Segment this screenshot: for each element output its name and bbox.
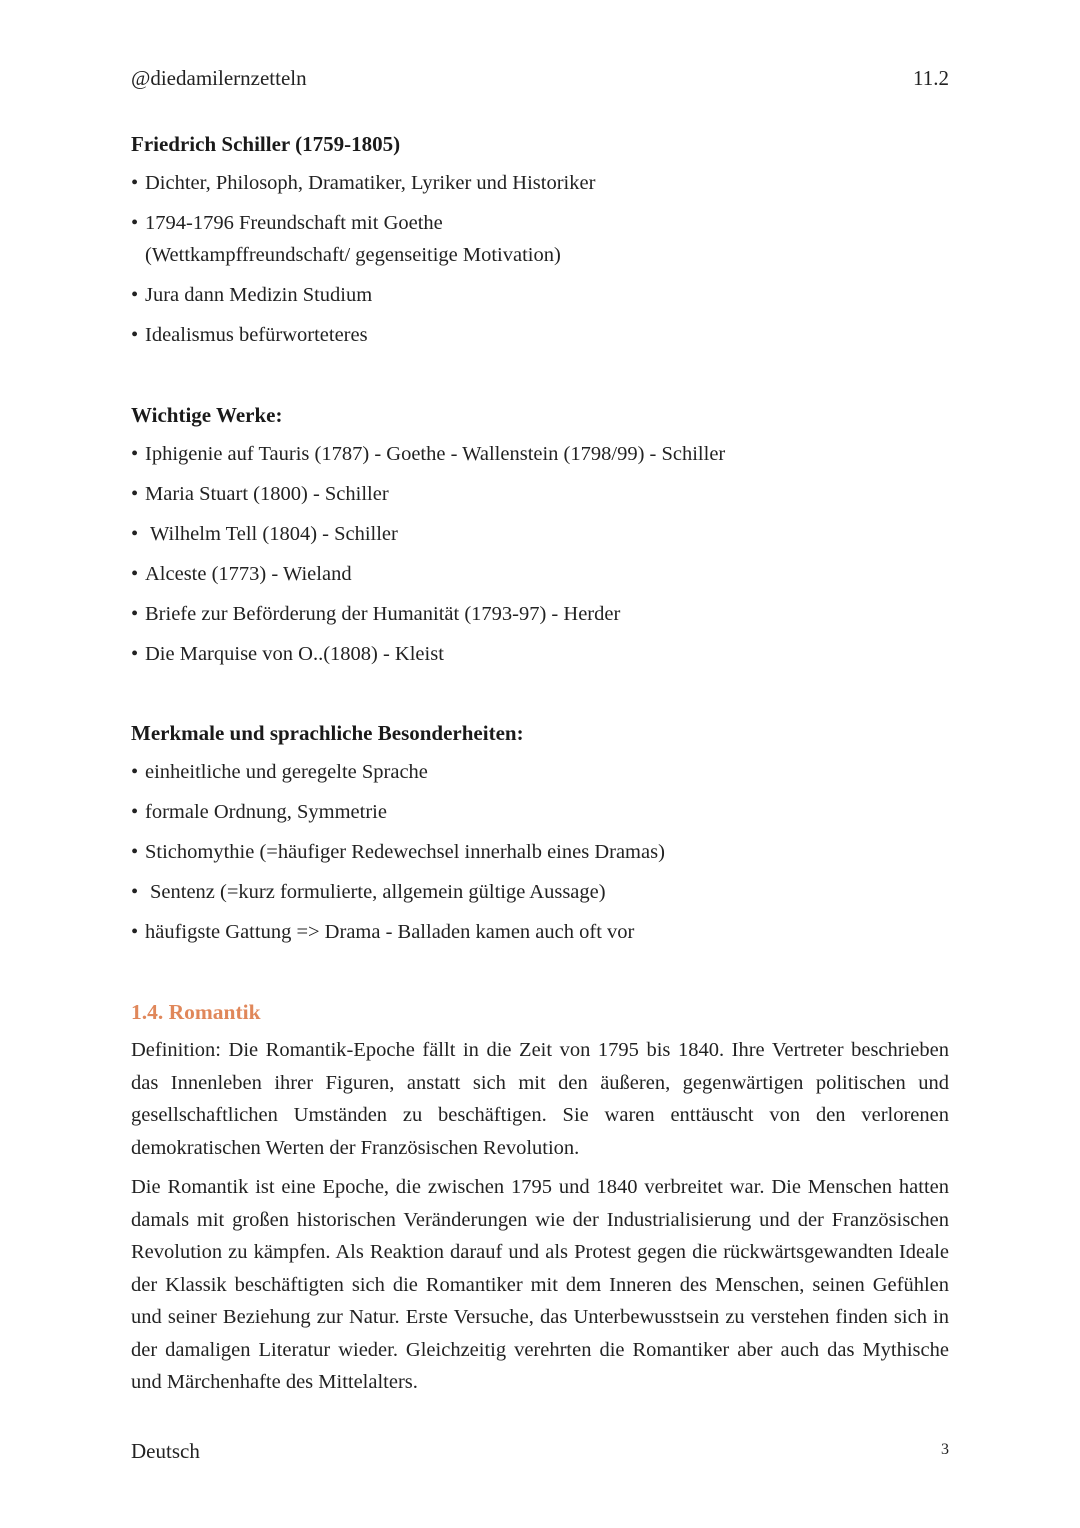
list-item: • einheitliche und geregelte Sprache	[131, 761, 428, 783]
list-item: • 1794-1796 Freundschaft mit Goethe	[131, 212, 443, 234]
bullet-icon: •	[131, 761, 139, 783]
list-item: • Alceste (1773) - Wieland	[131, 563, 352, 585]
page-number: 3	[941, 1441, 949, 1458]
list-item: • häufigste Gattung => Drama - Balladen kamen auch oft vor	[131, 921, 635, 943]
list-item: • Iphigenie auf Tauris (1787) - Goethe - Wallenstein (1798/99) - Schiller	[131, 443, 726, 465]
romantik-heading: 1.4. Romantik	[131, 1000, 261, 1024]
list-item: • Stichomythie (=häufiger Redewechsel innerhalb eines Dramas)	[131, 841, 665, 863]
bullet-icon: •	[131, 643, 139, 665]
bullet-icon: •	[131, 483, 139, 505]
bullet-icon: •	[131, 921, 139, 943]
bullet-icon: •	[131, 284, 139, 306]
list-item: • formale Ordnung, Symmetrie	[131, 801, 387, 823]
romantik-paragraph: Die Romantik ist eine Epoche, die zwischen 1795 und 1840 verbreitet war. Die Menschen hatten damals mit großen historischen Veränderungen wie der Industrialisierung und der Französischen Revolution zu kämpfen. Als Reaktion darauf und als Protest gegen die rückwärtsgewandten Ideale der Klassik beschäftigten sich die Romantiker mit dem Inneren des Menschen, seinen Gefühlen und seiner Beziehung zur Natur. Erste Versuche, das Unterbewusstsein zu verstehen finden sich in der damaligen Literatur wieder. Gleichzeitig verehrten die Romantiker aber auch das Mythische und Märchenhafte des Mittelalters.	[131, 1176, 949, 1393]
bullet-icon: •	[131, 212, 139, 234]
class-code: 11.2	[913, 66, 949, 90]
bullet-icon: •	[131, 801, 139, 823]
author-handle: @diedamilernzetteln	[131, 66, 307, 90]
subject-label: Deutsch	[131, 1439, 200, 1463]
bullet-icon: •	[131, 881, 139, 903]
list-item: • Briefe zur Beförderung der Humanität (1793-97) - Herder	[131, 603, 621, 625]
schiller-title: Friedrich Schiller (1759-1805)	[131, 132, 401, 156]
list-item-continuation: (Wettkampffreundschaft/ gegenseitige Motivation)	[145, 244, 561, 266]
werke-title: Wichtige Werke:	[131, 403, 283, 427]
bullet-icon: •	[131, 603, 139, 625]
page-header	[131, 66, 949, 94]
list-item: • Wilhelm Tell (1804) - Schiller	[131, 523, 398, 545]
list-item: • Die Marquise von O..(1808) - Kleist	[131, 643, 444, 665]
bullet-icon: •	[131, 563, 139, 585]
bullet-icon: •	[131, 841, 139, 863]
document-page	[131, 0, 949, 1528]
merkmale-title: Merkmale und sprachliche Besonderheiten:	[131, 721, 524, 745]
bullet-icon: •	[131, 443, 139, 465]
bullet-icon: •	[131, 523, 139, 545]
list-item: • Jura dann Medizin Studium	[131, 284, 373, 306]
bullet-icon: •	[131, 172, 139, 194]
list-item: • Sentenz (=kurz formulierte, allgemein gültige Aussage)	[131, 881, 606, 903]
list-item: • Dichter, Philosoph, Dramatiker, Lyriker und Historiker	[131, 172, 596, 194]
bullet-icon: •	[131, 324, 139, 346]
romantik-definition-paragraph: Definition: Die Romantik-Epoche fällt in die Zeit von 1795 bis 1840. Ihre Vertreter beschrieben das Innenleben ihrer Figuren, anstatt sich mit den äußeren, gegenwärtigen politischen und gesellschaftlichen Umständen zu beschäftigen. Sie waren enttäuscht von den verlorenen demokratischen Werten der Französischen Revolution.	[131, 1039, 949, 1159]
list-item: • Idealismus befürworteteres	[131, 324, 368, 346]
list-item: • Maria Stuart (1800) - Schiller	[131, 483, 389, 505]
